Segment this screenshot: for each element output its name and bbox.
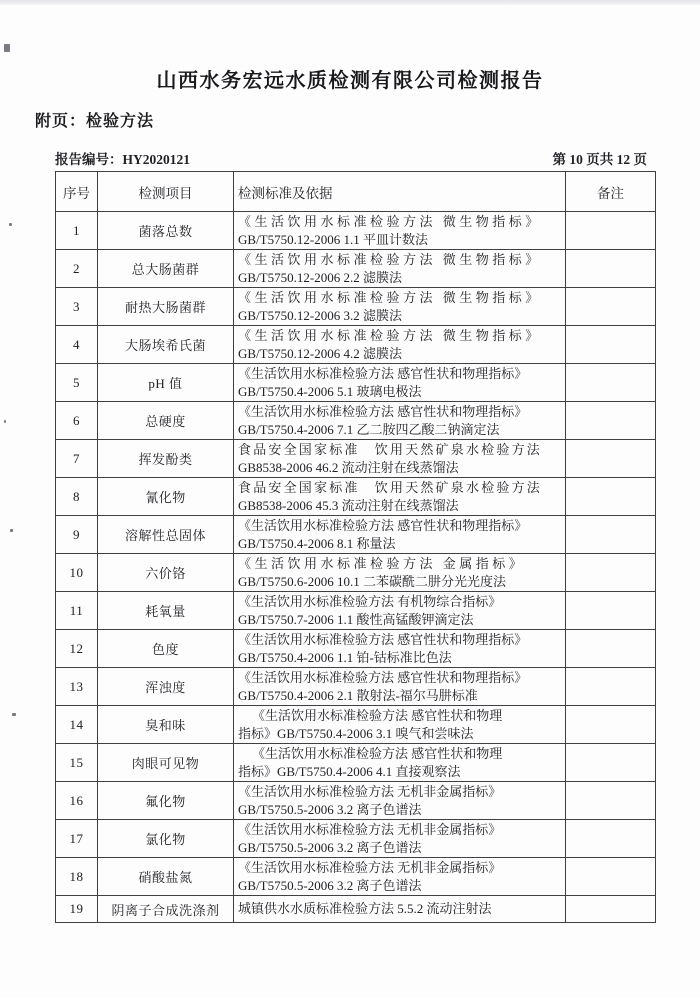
standard-cell [234, 782, 566, 820]
standard-text-line: 《生活饮用水标准检验方法 有机物综合指标》 [238, 594, 502, 609]
row-number-cell: 15 [56, 744, 98, 782]
standard-text-line: 《生活饮用水标准检验方法 微生物指标》 [238, 328, 542, 343]
standard-text-line: 《生活饮用水标准检验方法 无机非金属指标》 [238, 784, 502, 799]
scanner-edge-band [0, 0, 700, 5]
remark-cell [566, 478, 656, 516]
standard-text-line: GB8538-2006 46.2 流动注射在线蒸馏法 [238, 459, 459, 475]
test-item-cell: 耗氧量 [98, 592, 234, 630]
report-title: 山西水务宏远水质检测有限公司检测报告 [156, 70, 544, 92]
standard-text-line: GB/T5750.5-2006 3.2 离子色谱法 [238, 839, 422, 855]
table-row [56, 440, 656, 478]
remark-cell [566, 782, 656, 820]
standard-text-line: 《生活饮用水标准检验方法 感官性状和物理指标》 [238, 518, 528, 533]
remark-cell [566, 516, 656, 554]
standard-cell [234, 744, 566, 782]
test-item-cell: 色度 [98, 630, 234, 668]
appendix-label: 附页：检验方法 [35, 113, 155, 130]
test-item-cell: 肉眼可见物 [98, 744, 234, 782]
standard-cell [234, 364, 566, 402]
standard-cell [234, 858, 566, 896]
standard-text-line: GB/T5750.4-2006 8.1 称量法 [238, 535, 396, 551]
standard-text-line: 《生活饮用水标准检验方法 感官性状和物理指标》 [238, 366, 528, 381]
table-row [56, 592, 656, 630]
scan-speck [9, 223, 12, 226]
standard-text-line: GB/T5750.12-2006 3.2 滤膜法 [238, 307, 402, 323]
standard-text-line: 《生活饮用水标准检验方法 金属指标》 [238, 556, 526, 571]
standard-text-line: 食品安全国家标准 饮用天然矿泉水检验方法 [238, 442, 543, 457]
table-row [56, 250, 656, 288]
standard-text-line: GB/T5750.4-2006 1.1 铂-钴标准比色法 [238, 649, 452, 665]
standard-text-line: 食品安全国家标准 饮用天然矿泉水检验方法 [238, 480, 543, 495]
test-item-cell: 氟化物 [98, 782, 234, 820]
standard-text-line: 《生活饮用水标准检验方法 感官性状和物理指标》 [238, 632, 528, 647]
standard-text-line: 《生活饮用水标准检验方法 微生物指标》 [238, 252, 542, 267]
standard-text-line: GB/T5750.4-2006 5.1 玻璃电极法 [238, 383, 422, 399]
standard-cell [234, 896, 566, 923]
standard-text-line: 指标》GB/T5750.4-2006 4.1 直接观察法 [238, 763, 461, 779]
table-row [56, 782, 656, 820]
standard-text-line: GB8538-2006 45.3 流动注射在线蒸馏法 [238, 497, 459, 513]
standard-text-line: GB/T5750.12-2006 4.2 滤膜法 [238, 345, 402, 361]
standard-text-line: 《生活饮用水标准检验方法 无机非金属指标》 [238, 860, 502, 875]
standard-text-line: 《生活饮用水标准检验方法 感官性状和物理 [252, 746, 503, 761]
table-row [56, 288, 656, 326]
table-row [56, 858, 656, 896]
standard-text-line: GB/T5750.4-2006 2.1 散射法-福尔马肼标准 [238, 687, 478, 703]
test-item-cell: 六价铬 [98, 554, 234, 592]
standard-cell [234, 668, 566, 706]
remark-cell [566, 364, 656, 402]
standard-cell [234, 288, 566, 326]
report-number: 报告编号：HY2020121 [55, 152, 190, 167]
standard-cell [234, 630, 566, 668]
row-number-cell: 5 [56, 364, 98, 402]
remark-cell [566, 326, 656, 364]
standard-text-line: 城镇供水水质标准检验方法 5.5.2 流动注射法 [238, 901, 492, 917]
table-row [56, 744, 656, 782]
test-item-cell: 溶解性总固体 [98, 516, 234, 554]
row-number-cell: 6 [56, 402, 98, 440]
table-row [56, 364, 656, 402]
table-row [56, 326, 656, 364]
remark-cell [566, 592, 656, 630]
standard-text-line: 指标》GB/T5750.4-2006 3.1 嗅气和尝味法 [238, 725, 474, 741]
standard-text-line: 《生活饮用水标准检验方法 感官性状和物理 [252, 708, 503, 723]
remark-cell [566, 744, 656, 782]
standard-text-line: GB/T5750.12-2006 1.1 平皿计数法 [238, 231, 428, 247]
header-item: 检测项目 [98, 172, 234, 212]
remark-cell [566, 706, 656, 744]
row-number-cell: 10 [56, 554, 98, 592]
standard-cell [234, 478, 566, 516]
row-number-cell: 13 [56, 668, 98, 706]
standard-cell [234, 212, 566, 250]
test-item-cell: 硝酸盐氮 [98, 858, 234, 896]
test-item-cell: 氰化物 [98, 478, 234, 516]
standard-cell [234, 440, 566, 478]
row-number-cell: 2 [56, 250, 98, 288]
test-item-cell: 氯化物 [98, 820, 234, 858]
remark-cell [566, 630, 656, 668]
table-row [56, 820, 656, 858]
standard-text-line: 《生活饮用水标准检验方法 微生物指标》 [238, 214, 542, 229]
standard-text-line: 《生活饮用水标准检验方法 无机非金属指标》 [238, 822, 502, 837]
standard-text-line: GB/T5750.12-2006 2.2 滤膜法 [238, 269, 402, 285]
standard-cell [234, 250, 566, 288]
standard-cell [234, 326, 566, 364]
standard-cell [234, 706, 566, 744]
remark-cell [566, 554, 656, 592]
remark-cell [566, 250, 656, 288]
row-number-cell: 3 [56, 288, 98, 326]
table-row [56, 478, 656, 516]
row-number-cell: 12 [56, 630, 98, 668]
table-row [56, 668, 656, 706]
scan-speck [10, 529, 13, 532]
standard-cell [234, 516, 566, 554]
row-number-cell: 14 [56, 706, 98, 744]
scan-speck [12, 713, 16, 716]
row-number-cell: 11 [56, 592, 98, 630]
standard-text-line: GB/T5750.7-2006 1.1 酸性高锰酸钾滴定法 [238, 611, 474, 627]
table-row [56, 706, 656, 744]
test-item-cell: 总硬度 [98, 402, 234, 440]
scan-speck [4, 44, 10, 52]
remark-cell [566, 896, 656, 923]
table-row [56, 516, 656, 554]
standard-cell [234, 592, 566, 630]
test-methods-table [55, 171, 656, 923]
standard-text-line: 《生活饮用水标准检验方法 微生物指标》 [238, 290, 542, 305]
table-row [56, 630, 656, 668]
row-number-cell: 18 [56, 858, 98, 896]
standard-cell [234, 402, 566, 440]
row-number-cell: 4 [56, 326, 98, 364]
table-header-row [56, 172, 656, 212]
remark-cell [566, 820, 656, 858]
row-number-cell: 9 [56, 516, 98, 554]
test-item-cell: 菌落总数 [98, 212, 234, 250]
remark-cell [566, 668, 656, 706]
row-number-cell: 16 [56, 782, 98, 820]
test-item-cell: 浑浊度 [98, 668, 234, 706]
table-row [56, 212, 656, 250]
row-number-cell: 19 [56, 896, 98, 923]
report-meta-line [55, 148, 647, 168]
table-row [56, 896, 656, 923]
row-number-cell: 8 [56, 478, 98, 516]
header-no: 序号 [56, 172, 98, 212]
remark-cell [566, 402, 656, 440]
test-item-cell: 挥发酚类 [98, 440, 234, 478]
test-item-cell: 耐热大肠菌群 [98, 288, 234, 326]
standard-text-line: GB/T5750.5-2006 3.2 离子色谱法 [238, 877, 422, 893]
standard-text-line: 《生活饮用水标准检验方法 感官性状和物理指标》 [238, 404, 528, 419]
header-remark: 备注 [566, 172, 656, 212]
standard-text-line: GB/T5750.5-2006 3.2 离子色谱法 [238, 801, 422, 817]
header-standard: 检测标准及依据 [234, 172, 566, 212]
row-number-cell: 1 [56, 212, 98, 250]
remark-cell [566, 212, 656, 250]
standard-text-line: GB/T5750.4-2006 7.1 乙二胺四乙酸二钠滴定法 [238, 421, 500, 437]
table-row [56, 402, 656, 440]
test-item-cell: 大肠埃希氏菌 [98, 326, 234, 364]
table-body [56, 212, 656, 923]
remark-cell [566, 440, 656, 478]
standard-cell [234, 554, 566, 592]
row-number-cell: 7 [56, 440, 98, 478]
table-row [56, 554, 656, 592]
scan-speck [4, 420, 6, 423]
standard-text-line: 《生活饮用水标准检验方法 感官性状和物理指标》 [238, 670, 528, 685]
standard-text-line: GB/T5750.6-2006 10.1 二苯碳酰二肼分光光度法 [238, 573, 506, 589]
standard-cell [234, 820, 566, 858]
test-item-cell: 阴离子合成洗涤剂 [98, 896, 234, 923]
test-item-cell: 臭和味 [98, 706, 234, 744]
row-number-cell: 17 [56, 820, 98, 858]
remark-cell [566, 858, 656, 896]
remark-cell [566, 288, 656, 326]
page-indicator: 第 10 页共 12 页 [552, 152, 647, 167]
test-item-cell: 总大肠菌群 [98, 250, 234, 288]
test-item-cell: pH 值 [98, 364, 234, 402]
